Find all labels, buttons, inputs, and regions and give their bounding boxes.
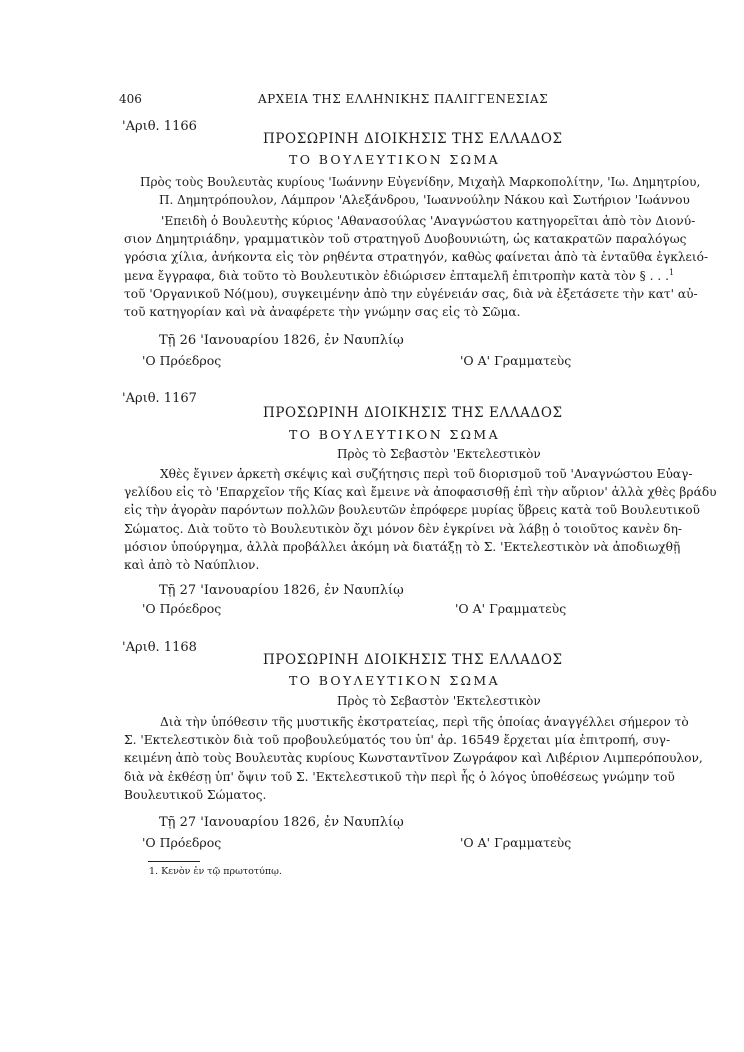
body-line: μενα ἔγγραφα, διὰ τοῦτο τὸ Βουλευτικὸν ἐδιώρισεν ἐπταμελῆ ἐπιτροπὴν κατὰ τὸν § . . .$^1$	[124, 267, 675, 283]
running-title: ΑΡΧΕΙΑ ΤΗΣ ΕΛΛΗΝΙΚΗΣ ΠΑΛΙΓΓΕΝΕΣΙΑΣ	[258, 92, 549, 106]
document-number: 'Αριθ. 1166	[122, 119, 197, 134]
address-line: Π. Δημητρόπουλον, Λάμπρον 'Αλεξάνδρου, 'Ιωαννούλην Νάκου καὶ Σωτήριον 'Ιωάννου	[159, 193, 690, 207]
footnote: 1. Κενὸν ἐν τῷ πρωτοτύπῳ.	[149, 866, 282, 877]
document-body	[124, 212, 709, 321]
signature-secretary: 'Ο Α' Γραμματεὺς	[460, 835, 572, 850]
document-subheading: ΤΟ ΒΟΥΛΕΥΤΙΚΟΝ ΣΩΜΑ	[289, 427, 501, 442]
document-number: 'Αριθ. 1168	[122, 640, 197, 655]
document-subheading: ΤΟ ΒΟΥΛΕΥΤΙΚΟΝ ΣΩΜΑ	[289, 152, 501, 167]
signature-president: 'Ο Πρόεδρος	[142, 835, 222, 850]
footnote-marker: 1	[668, 267, 675, 277]
body-line: καὶ ἀπὸ τὸ Ναύπλιον.	[124, 558, 260, 573]
footnote-divider	[148, 861, 200, 862]
body-line: κειμένη ἀπὸ τοὺς Βουλευτὰς κυρίους Κωνσταντῖνον Ζωγράφον καὶ Λιβέριον Λιμπερόπουλον,	[124, 751, 703, 766]
body-line: εἰς τὴν ἀγορὰν παρόντων πολλῶν βουλευτῶν ἐπρόφερε μυρίας ὕβρεις κατὰ τοῦ Βουλευτικοῦ	[124, 503, 700, 518]
document-number: 'Αριθ. 1167	[122, 391, 197, 406]
document-date: Τῇ 26 'Ιανουαρίου 1826, ἐν Ναυπλίῳ	[159, 333, 404, 348]
document-heading: ΠΡΟΣΩΡΙΝΗ ΔΙΟΙΚΗΣΙΣ ΤΗΣ ΕΛΛΑΔΟΣ	[263, 652, 563, 668]
body-line: σιον Δημητριάδην, γραμματικὸν τοῦ στρατηγοῦ Δυοβουνιώτη, ὡς κατακρατῶν παραλόγως	[124, 232, 687, 247]
body-line: 'Επειδὴ ὁ Βουλευτὴς κύριος 'Αθανασούλας 'Αναγνώστου κατηγορεῖται ἀπὸ τὸν Διονύ-	[161, 214, 696, 228]
document-date: Τῇ 27 'Ιανουαρίου 1826, ἐν Ναυπλίῳ	[159, 815, 404, 830]
body-line: διὰ νὰ ἐκθέσῃ ὑπ' ὄψιν τοῦ Σ. 'Εκτελεστικοῦ τὴν περὶ ἧς ὁ λόγος ὑποθέσεως γνώμην τοῦ	[124, 769, 675, 784]
page-number: 406	[119, 92, 142, 106]
body-line: Χθὲς ἔγινεν ἀρκετὴ σκέψις καὶ συζήτησις περὶ τοῦ διορισμοῦ τοῦ 'Αναγνώστου Εὐαγ-	[160, 467, 693, 481]
signature-president: 'Ο Πρόεδρος	[142, 353, 222, 368]
document-body	[124, 713, 703, 804]
document-subheading: ΤΟ ΒΟΥΛΕΥΤΙΚΟΝ ΣΩΜΑ	[289, 673, 501, 688]
document-heading: ΠΡΟΣΩΡΙΝΗ ΔΙΟΙΚΗΣΙΣ ΤΗΣ ΕΛΛΑΔΟΣ	[263, 405, 563, 421]
signature-secretary: 'Ο Α' Γραμματεὺς	[455, 601, 567, 616]
body-line: γρόσια χίλια, ἀνήκοντα εἰς τὸν ρηθέντα στρατηγόν, καθὼς φαίνεται ἀπὸ τὰ ἐνταῦθα ἐγκλειό-	[124, 250, 709, 265]
signature-president: 'Ο Πρόεδρος	[142, 601, 222, 616]
body-line: γελίδου εἰς τὸ 'Επαρχεῖον τῆς Κίας καὶ ἔμεινε νὰ ἀποφασισθῇ ἐπὶ τὴν αὔριον' ἀλλὰ χθὲς βράδυ	[124, 485, 717, 500]
body-line: Σώματος. Διὰ τοῦτο τὸ Βουλευτικὸν ὄχι μόνον δὲν ἐγκρίνει νὰ λάβῃ ὁ τοιοῦτος κανὲν δη-	[124, 521, 683, 536]
address-line: Πρὸς τὸ Σεβαστὸν 'Εκτελεστικὸν	[337, 694, 541, 708]
address-line: Πρὸς τοὺς Βουλευτὰς κυρίους 'Ιωάννην Εὐγενίδην, Μιχαὴλ Μαρκοπολίτην, 'Ιω. Δημητρίου,	[140, 175, 701, 189]
body-line: Σ. 'Εκτελεστικὸν διὰ τοῦ προβουλεύματός του ὑπ' ἀρ. 16549 ἔρχεται μία ἐπιτροπή, συγ-	[124, 733, 671, 748]
body-line: τοῦ 'Οργανικοῦ Νό(μου), συγκειμένην ἀπὸ την εὐγένειάν σας, διὰ νὰ ἐξετάσετε τὴν κατ' αὐ-	[124, 286, 698, 301]
document-heading: ΠΡΟΣΩΡΙΝΗ ΔΙΟΙΚΗΣΙΣ ΤΗΣ ΕΛΛΑΔΟΣ	[263, 131, 563, 147]
body-line: Διὰ τὴν ὑπόθεσιν τῆς μυστικῆς ἐκστρατείας, περὶ τῆς ὁποίας ἀναγγέλλει σήμερον τὸ	[160, 715, 689, 729]
signature-secretary: 'Ο Α' Γραμματεὺς	[460, 353, 572, 368]
document-date: Τῇ 27 'Ιανουαρίου 1826, ἐν Ναυπλίῳ	[159, 583, 404, 598]
body-line: Βουλευτικοῦ Σώματος.	[124, 787, 267, 802]
body-line: μόσιον ὑπούργημα, ἀλλὰ προβάλλει ἀκόμη νὰ διατάξῃ τὸ Σ. 'Εκτελεστικὸν νὰ ἀποδιωχθῇ	[124, 539, 681, 554]
body-line: τοῦ κατηγορίαν καὶ νὰ ἀναφέρετε τὴν γνώμην σας εἰς τὸ Σῶμα.	[124, 305, 521, 320]
document-body	[124, 465, 717, 574]
address-line: Πρὸς τὸ Σεβαστὸν 'Εκτελεστικὸν	[337, 447, 541, 461]
